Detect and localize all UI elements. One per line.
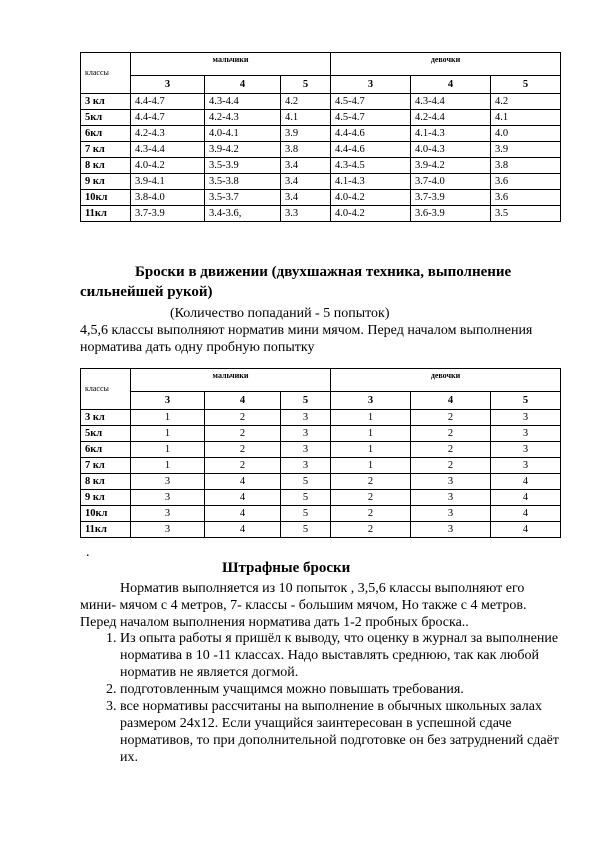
table-row — [81, 190, 561, 206]
norm-cell: 3 — [411, 474, 491, 490]
norm-cell: 3.8-4.0 — [131, 190, 205, 206]
norm-cell: 1 — [331, 458, 411, 474]
norm-cell: 3 — [131, 522, 205, 538]
norm-cell: 4.4-4.7 — [131, 94, 205, 110]
norm-cell: 2 — [331, 522, 411, 538]
norm-cell: 2 — [331, 506, 411, 522]
norm-cell: 3.5 — [491, 206, 561, 222]
norm-cell: 2 — [411, 458, 491, 474]
note-item: 3. все нормативы рассчитаны на выполнение в обычных школьных залах размером 24х12. Если учащийся заинтересован в успешной сдаче нормативов, то при дополнительной подготовке он без затруднений сдаёт их. — [120, 698, 560, 766]
grade-header: 4 — [205, 392, 281, 410]
norms-table-1 — [80, 52, 561, 222]
norm-cell: 3.7-3.9 — [131, 206, 205, 222]
norm-cell: 3.4-3.6, — [205, 206, 281, 222]
class-cell: 6кл — [81, 442, 131, 458]
norm-cell: 2 — [205, 410, 281, 426]
norm-cell: 1 — [331, 410, 411, 426]
norm-cell: 3.5-3.7 — [205, 190, 281, 206]
norm-cell: 4.3-4.4 — [131, 142, 205, 158]
table-row — [81, 506, 561, 522]
grade-header: 5 — [281, 76, 331, 94]
note-item: 1. Из опыта работы я пришёл к выводу, что оценку в журнал за выполнение норматива в 10 -11 классах. Надо выставлять среднюю, так как любой норматив не является догмой. — [120, 630, 560, 681]
class-cell: 10кл — [81, 506, 131, 522]
norm-cell: 4.1 — [281, 110, 331, 126]
table-row — [81, 126, 561, 142]
grade-header: 4 — [411, 76, 491, 94]
grade-header: 3 — [331, 392, 411, 410]
norm-cell: 3 — [491, 410, 561, 426]
table-row — [81, 110, 561, 126]
grade-header: 3 — [131, 76, 205, 94]
norm-cell: 4 — [491, 506, 561, 522]
table-row — [81, 158, 561, 174]
class-cell: 11кл — [81, 522, 131, 538]
norm-cell: 3.9 — [281, 126, 331, 142]
norms-table-2 — [80, 368, 561, 538]
norm-cell: 4.3-4.4 — [205, 94, 281, 110]
norm-cell: 4.0-4.2 — [331, 190, 411, 206]
norm-cell: 3 — [411, 522, 491, 538]
table-row — [81, 474, 561, 490]
table-row — [81, 490, 561, 506]
class-cell: 7 кл — [81, 458, 131, 474]
norm-cell: 3.3 — [281, 206, 331, 222]
norm-cell: 3 — [281, 458, 331, 474]
norm-cell: 3 — [131, 506, 205, 522]
norm-cell: 2 — [205, 458, 281, 474]
norm-cell: 4 — [205, 506, 281, 522]
norm-cell: 3.6 — [491, 190, 561, 206]
norm-cell: 4.5-4.7 — [331, 110, 411, 126]
norm-cell: 3.9-4.2 — [411, 158, 491, 174]
table-row — [81, 426, 561, 442]
grade-header: 5 — [491, 76, 561, 94]
grade-header: 5 — [491, 392, 561, 410]
grade-header: 5 — [281, 392, 331, 410]
section1-heading-line1: Броски в движении (двухшажная техника, выполнение — [135, 264, 512, 280]
norm-cell: 4.2-4.4 — [411, 110, 491, 126]
norm-cell: 3.7-4.0 — [411, 174, 491, 190]
norm-cell: 3.9-4.2 — [205, 142, 281, 158]
column-group-boys: мальчики — [131, 369, 331, 392]
norm-cell: 4.3-4.5 — [331, 158, 411, 174]
class-cell: 11кл — [81, 206, 131, 222]
class-cell: 10кл — [81, 190, 131, 206]
table-row — [81, 206, 561, 222]
class-cell: 5кл — [81, 426, 131, 442]
norm-cell: 1 — [331, 426, 411, 442]
norm-cell: 2 — [411, 442, 491, 458]
norm-cell: 3.6-3.9 — [411, 206, 491, 222]
class-cell: 8 кл — [81, 474, 131, 490]
class-cell: 9 кл — [81, 490, 131, 506]
table-row — [81, 410, 561, 426]
norm-cell: 3.9-4.1 — [131, 174, 205, 190]
section1-paragraph-line2: норматива дать одну пробную попытку — [80, 340, 315, 355]
norm-cell: 5 — [281, 490, 331, 506]
norm-cell: 3 — [491, 442, 561, 458]
table-row — [81, 142, 561, 158]
column-header-classes: классы — [81, 369, 131, 410]
section2-heading: Штрафные броски — [222, 560, 351, 576]
section1-heading-line2: сильнейшей рукой) — [80, 284, 213, 300]
table-row — [81, 174, 561, 190]
section1-paragraph-line1: 4,5,6 классы выполняют норматив мини мячом. Перед началом выполнения — [80, 323, 533, 338]
section2-paragraph-line2: мини- мячом с 4 метров, 7- классы - большим мячом, Но также с 4 метров. — [80, 598, 527, 613]
class-cell: 9 кл — [81, 174, 131, 190]
norm-cell: 2 — [331, 474, 411, 490]
norm-cell: 4 — [205, 522, 281, 538]
norm-cell: 3 — [281, 426, 331, 442]
norm-cell: 4.2-4.3 — [131, 126, 205, 142]
norm-cell: 3 — [411, 490, 491, 506]
norm-cell: 4 — [491, 490, 561, 506]
grade-header: 3 — [131, 392, 205, 410]
norm-cell: 2 — [331, 490, 411, 506]
class-cell: 8 кл — [81, 158, 131, 174]
norm-cell: 1 — [131, 410, 205, 426]
norm-cell: 1 — [131, 458, 205, 474]
norm-cell: 1 — [131, 442, 205, 458]
norm-cell: 4.3-4.4 — [411, 94, 491, 110]
norm-cell: 3.4 — [281, 158, 331, 174]
section2-paragraph-line3: Перед началом выполнения норматива дать 1-2 пробных броска.. — [80, 615, 469, 630]
norm-cell: 4.2 — [281, 94, 331, 110]
column-group-boys: мальчики — [131, 53, 331, 76]
class-cell: 3 кл — [81, 410, 131, 426]
norm-cell: 5 — [281, 474, 331, 490]
norm-cell: 3 — [411, 506, 491, 522]
norm-cell: 3.6 — [491, 174, 561, 190]
notes-list — [100, 630, 560, 766]
table-row — [81, 458, 561, 474]
norm-cell: 2 — [205, 442, 281, 458]
norm-cell: 3 — [281, 442, 331, 458]
norm-cell: 5 — [281, 506, 331, 522]
norm-cell: 4.2-4.3 — [205, 110, 281, 126]
norm-cell: 3 — [491, 458, 561, 474]
norm-cell: 4.0-4.2 — [331, 206, 411, 222]
table-row — [81, 442, 561, 458]
norm-cell: 3 — [131, 474, 205, 490]
norm-cell: 4.1-4.3 — [331, 174, 411, 190]
norm-cell: 4.1-4.3 — [411, 126, 491, 142]
norm-cell: 4.0 — [491, 126, 561, 142]
norm-cell: 3.4 — [281, 174, 331, 190]
norm-cell: 4 — [491, 474, 561, 490]
section1-subtitle: (Количество попаданий - 5 попыток) — [170, 306, 390, 321]
norm-cell: 4 — [491, 522, 561, 538]
norm-cell: 3 — [281, 410, 331, 426]
norm-cell: 4.1 — [491, 110, 561, 126]
class-cell: 6кл — [81, 126, 131, 142]
norm-cell: 5 — [281, 522, 331, 538]
norm-cell: 3 — [491, 426, 561, 442]
norm-cell: 4.5-4.7 — [331, 94, 411, 110]
table-row — [81, 522, 561, 538]
norm-cell: 4.4-4.7 — [131, 110, 205, 126]
class-cell: 3 кл — [81, 94, 131, 110]
norm-cell: 3.8 — [491, 158, 561, 174]
norm-cell: 4.0-4.1 — [205, 126, 281, 142]
stray-mark: . — [86, 545, 90, 560]
grade-header: 4 — [411, 392, 491, 410]
norm-cell: 3.8 — [281, 142, 331, 158]
norm-cell: 4.4-4.6 — [331, 126, 411, 142]
column-group-girls: девочки — [331, 369, 561, 392]
column-header-classes: классы — [81, 53, 131, 94]
norm-cell: 3.5-3.9 — [205, 158, 281, 174]
grade-header: 3 — [331, 76, 411, 94]
norm-cell: 2 — [411, 426, 491, 442]
norm-cell: 1 — [331, 442, 411, 458]
class-cell: 5кл — [81, 110, 131, 126]
norm-cell: 4.0-4.3 — [411, 142, 491, 158]
norm-cell: 1 — [131, 426, 205, 442]
norm-cell: 3.5-3.8 — [205, 174, 281, 190]
grade-header: 4 — [205, 76, 281, 94]
norm-cell: 4 — [205, 474, 281, 490]
note-item: 2. подготовленным учащимся можно повышать требования. — [120, 681, 560, 698]
section2-paragraph-line1: Норматив выполняется из 10 попыток , 3,5,6 классы выполняют его — [120, 581, 525, 596]
norm-cell: 4.4-4.6 — [331, 142, 411, 158]
norm-cell: 3.9 — [491, 142, 561, 158]
norm-cell: 4.2 — [491, 94, 561, 110]
norm-cell: 3 — [131, 490, 205, 506]
norm-cell: 4.0-4.2 — [131, 158, 205, 174]
column-group-girls: девочки — [331, 53, 561, 76]
norm-cell: 3.7-3.9 — [411, 190, 491, 206]
class-cell: 7 кл — [81, 142, 131, 158]
norm-cell: 2 — [205, 426, 281, 442]
table-row — [81, 94, 561, 110]
norm-cell: 2 — [411, 410, 491, 426]
norm-cell: 3.4 — [281, 190, 331, 206]
norm-cell: 4 — [205, 490, 281, 506]
